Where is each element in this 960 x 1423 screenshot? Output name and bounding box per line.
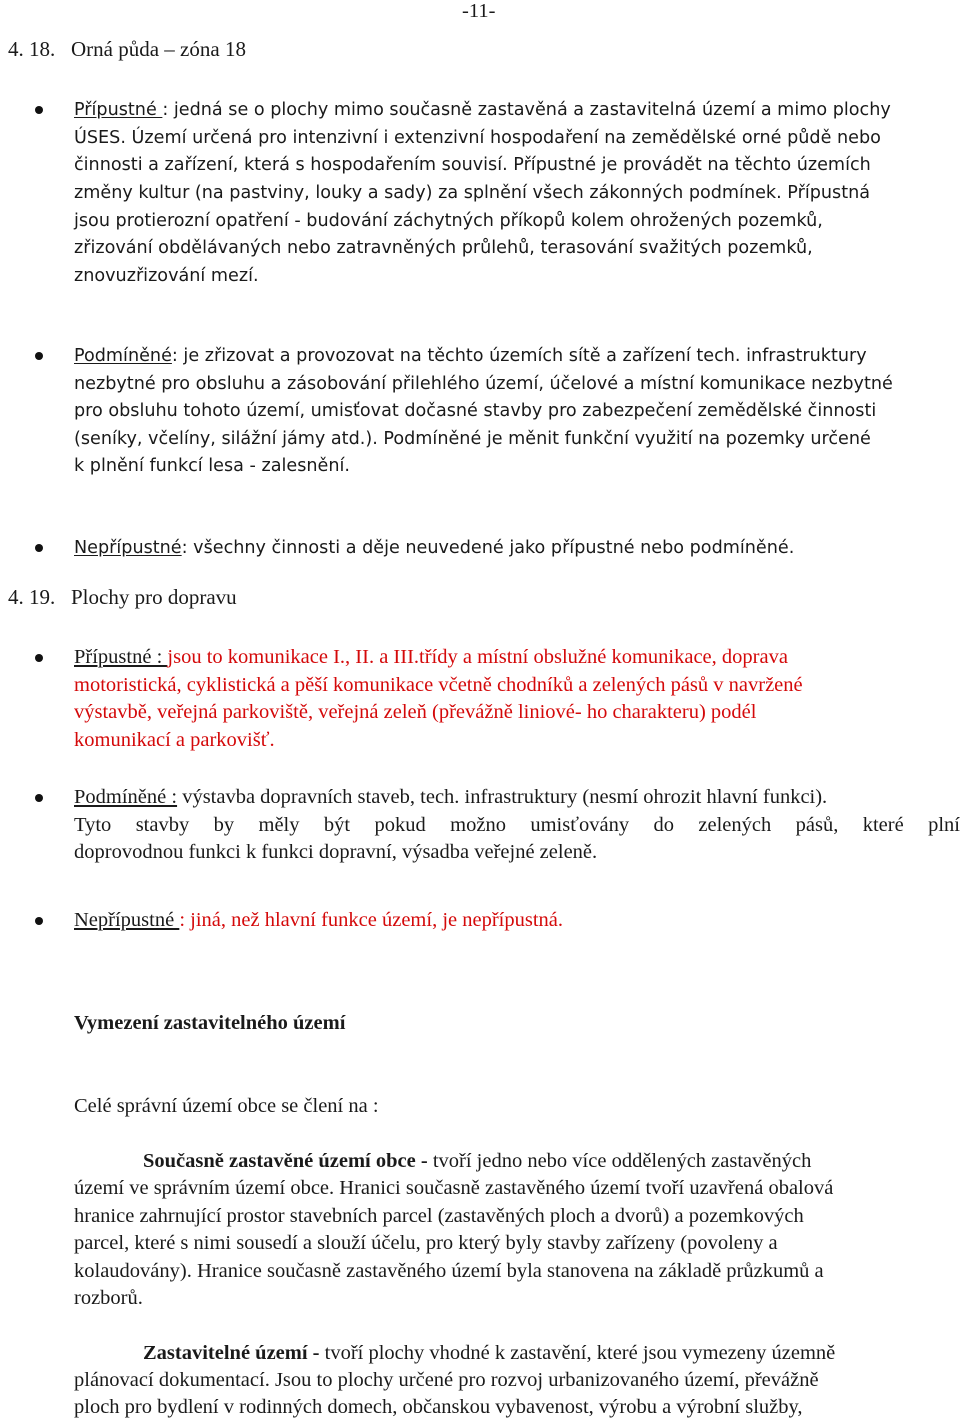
page-number: -11- xyxy=(462,0,496,22)
text-line: znovuzřizování mezí. xyxy=(74,266,259,286)
text-line: území ve správním území obce. Hranici současně zastavěného území tvoří uzavřená obalová xyxy=(74,1177,834,1199)
bullet-icon xyxy=(35,654,43,662)
text-line: jsou to komunikace I., II. a III.třídy a místní obslužné komunikace, doprava xyxy=(167,646,788,668)
bullet-icon xyxy=(35,544,43,552)
pripustne-label: Přípustné : xyxy=(74,646,168,668)
text-line: k plnění funkcí lesa - zalesnění. xyxy=(74,456,350,476)
colon: : xyxy=(162,100,169,120)
text-line: Tyto stavby by měly být pokud možno umisťovány do zelených pásů, které plní xyxy=(74,814,960,836)
text-line: změny kultur (na pastviny, louky a sady) za splnění všech zákonných podmínek. Přípustná xyxy=(74,183,871,203)
text-line: ÚSES. Území určená pro intenzivní i extenzivní hospodaření na zemědělské orné půdě nebo xyxy=(74,128,881,148)
bullet-icon xyxy=(35,794,43,802)
text-line: doprovodnou funkci k funkci dopravní, výsadba veřejné zeleně. xyxy=(74,841,598,863)
doprava-podminene-line-1 xyxy=(74,786,827,809)
colon: : xyxy=(181,538,188,558)
text-line: nezbytné pro obsluhu a zásobování přilehlého území, účelové a místní komunikace nezbytné xyxy=(74,374,893,394)
section-heading-4-18 xyxy=(8,37,246,62)
text-line: jsou protierozní opatření - budování záchytných příkopů kolem ohrožených pozemků, xyxy=(74,211,823,231)
text-line: kolaudovány). Hranice současně zastavěného území byla stanovena na základě průzkumů a xyxy=(74,1260,824,1282)
text-line: plánovací dokumentací. Jsou to plochy určené pro rozvoj urbanizovaného území, převážně xyxy=(74,1369,819,1391)
bullet-icon xyxy=(35,352,43,360)
podminene-label: Podmíněné xyxy=(74,346,172,366)
text-line: zřizování obdělávaných nebo zatravněných průlehů, terasování svažitých pozemků, xyxy=(74,238,813,258)
text-line: jiná, než hlavní funkce území, je nepřípustná. xyxy=(190,909,564,931)
text-line: komunikací a parkovišť. xyxy=(74,729,275,751)
p2-line-1 xyxy=(143,1342,835,1365)
pripustne-label: Přípustné xyxy=(74,100,163,120)
pripustne-line-1 xyxy=(74,100,891,120)
p1-term: Současně zastavěné území obce - xyxy=(143,1150,433,1172)
text-line: parcel, které s nimi sousedí a slouží účelu, pro který byly stavby zařízeny (povoleny a xyxy=(74,1232,778,1254)
text-line: tvoří plochy vhodné k zastavění, které jsou vymezeny územně xyxy=(324,1342,836,1364)
bullet-icon xyxy=(35,917,43,925)
text-line: hranice zahrnující prostor stavebních parcel (zastavěných ploch a dvorů) a pozemkových xyxy=(74,1205,804,1227)
podminene-line-1 xyxy=(74,346,867,366)
podminene-label: Podmíněné : xyxy=(74,786,178,808)
section-title: Plochy pro dopravu xyxy=(71,585,237,609)
bullet-icon xyxy=(35,106,43,114)
nepripustne-label: Nepřípustné xyxy=(74,909,180,931)
text-line: (seníky, včelíny, silážní jámy atd.). Podmíněné je měnit funkční využití na pozemky určené xyxy=(74,429,871,449)
text-line: výstavba dopravních staveb, tech. infrastruktury (nesmí ohrozit hlavní funkci). xyxy=(177,786,828,808)
text-line: je zřizovat a provozovat na těchto územích sítě a zařízení tech. infrastruktury xyxy=(177,346,867,366)
text-line: motoristická, cyklistická a pěší komunikace včetně chodníků a zelených pásů v navržené xyxy=(74,674,803,696)
nepripustne-line xyxy=(74,538,794,558)
text-line: rozborů. xyxy=(74,1287,143,1309)
vymezeni-intro: Celé správní území obce se člení na : xyxy=(74,1095,379,1117)
section-heading-4-19 xyxy=(8,585,237,610)
nepripustne-label: Nepřípustné xyxy=(74,538,182,558)
colon: : xyxy=(171,346,178,366)
vymezeni-heading: Vymezení zastavitelného území xyxy=(74,1012,346,1034)
text-line: výstavbě, veřejná parkoviště, veřejná zeleň (převážně liniové- ho charakteru) podél xyxy=(74,701,757,723)
section-number: 4. 18. xyxy=(8,37,56,61)
doprava-nepripustne-line xyxy=(74,909,563,932)
doprava-pripustne-line-1 xyxy=(74,646,788,669)
text-line: všechny činnosti a děje neuvedené jako přípustné nebo podmíněné. xyxy=(187,538,795,558)
colon: : xyxy=(179,909,191,931)
text-line: tvoří jedno nebo více oddělených zastavěných xyxy=(432,1150,812,1172)
text-line: jedná se o plochy mimo současně zastavěná a zastavitelná území a mimo plochy xyxy=(168,100,891,120)
text-line: pro obsluhu tohoto území, umisťovat dočasné stavby pro zabezpečení zemědělské činnosti xyxy=(74,401,877,421)
section-title: Orná půda – zóna 18 xyxy=(71,37,246,61)
p2-term: Zastavitelné území - xyxy=(143,1342,325,1364)
text-line: činnosti a zařízení, která s hospodařením souvisí. Přípustné je provádět na těchto územích xyxy=(74,155,871,175)
p1-line-1 xyxy=(143,1150,811,1173)
text-line: ploch pro bydlení v rodinných domech, občanskou vybavenost, výrobu a výrobní služby, xyxy=(74,1396,803,1418)
section-number: 4. 19. xyxy=(8,585,56,609)
